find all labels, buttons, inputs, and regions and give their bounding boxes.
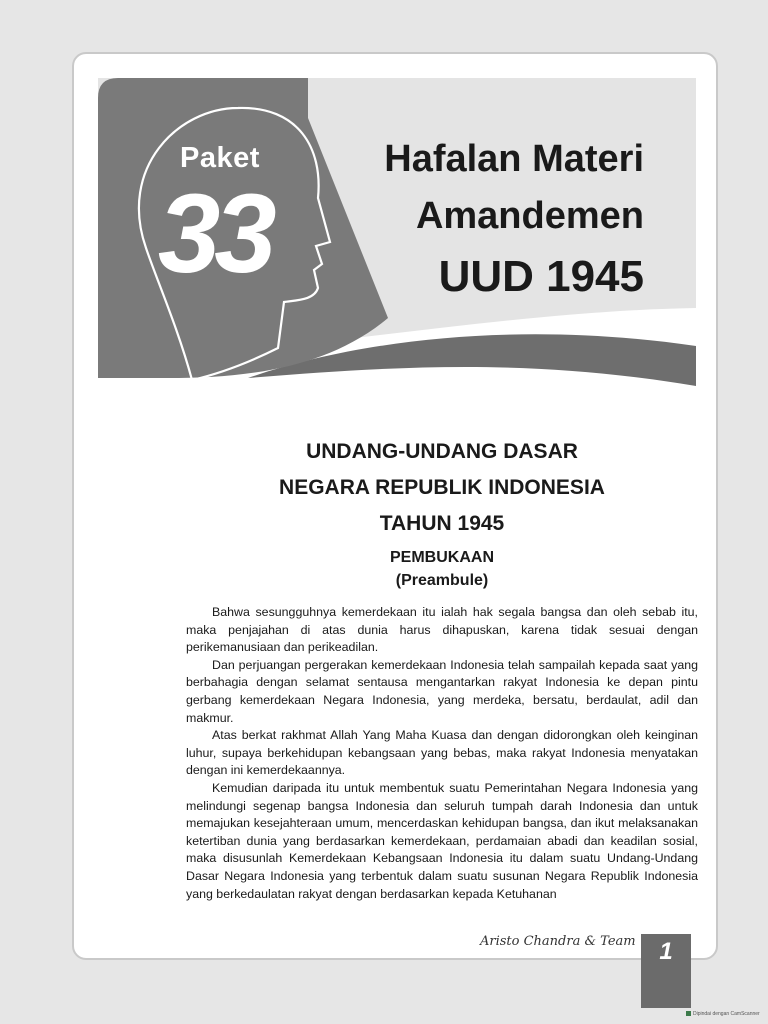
preamble-body xyxy=(186,604,698,903)
scanner-logo-icon xyxy=(686,1011,691,1016)
section-heading xyxy=(200,546,684,592)
scanner-note: Dipindai dengan CamScanner xyxy=(693,1011,760,1017)
footer-author: Aristo Chandra & Team xyxy=(480,934,636,949)
document-heading-line-1: UNDANG-UNDANG DASAR xyxy=(306,440,578,463)
paragraph: Dan perjuangan pergerakan kemerdekaan Indonesia telah sampailah kepada saat yang berbahagia dengan selamat sentausa mengantarkan rakyat Indonesia ke depan pintu gerbang kemerdekaan Negara Indonesia, yang merdeka, bersatu, berdaulat, adil dan makmur. xyxy=(186,657,698,725)
section-subtitle: (Preambule) xyxy=(395,572,489,589)
document-heading-line-2: NEGARA REPUBLIK INDONESIA xyxy=(279,476,605,499)
paragraph: Bahwa sesungguhnya kemerdekaan itu ialah hak segala bangsa dan oleh sebab itu, maka penjajahan di atas dunia harus dihapuskan, karena tidak sesuai dengan perikemanusiaan dan perikeadilan. xyxy=(186,605,698,655)
paragraph: Atas berkat rakhmat Allah Yang Maha Kuasa dan dengan didorongkan oleh keinginan luhur, supaya berkehidupan kebangsaan yang bebas, maka rakyat Indonesia menyatakan dengan ini kemerdekaannya. xyxy=(186,728,698,778)
paket-number: 33 xyxy=(158,171,271,296)
banner-title-line-1: Hafalan Materi xyxy=(384,138,644,180)
paragraph: Kemudian daripada itu untuk membentuk suatu Pemerintahan Negara Indonesia yang melindungi segenap bangsa Indonesia dan seluruh tumpah darah Indonesia dan untuk memajukan kesejahteraan umum, mencerdaskan kehidupan bangsa, dan ikut melaksanakan ketertiban dunia yang berdasarkan kemerdekaan, perdamaian abadi dan keadilan sosial, maka disusunlah Kemerdekaan Kebangsaan Indonesia itu dalam suatu Undang-Undang Dasar Negara Indonesia yang terbentuk dalam suatu susunan Negara Republik Indonesia yang berkedaulatan rakyat dengan berdasarkan kepada Ketuhanan xyxy=(186,780,698,901)
scanner-watermark xyxy=(686,1011,760,1017)
document-heading-line-3: TAHUN 1945 xyxy=(379,512,505,535)
document-heading xyxy=(200,434,684,542)
banner-title-line-3: UUD 1945 xyxy=(438,252,644,301)
section-title: PEMBUKAAN xyxy=(390,549,494,566)
paket-label: Paket xyxy=(180,142,260,174)
page-number: 1 xyxy=(659,938,673,965)
banner-title-line-2: Amandemen xyxy=(415,195,644,237)
